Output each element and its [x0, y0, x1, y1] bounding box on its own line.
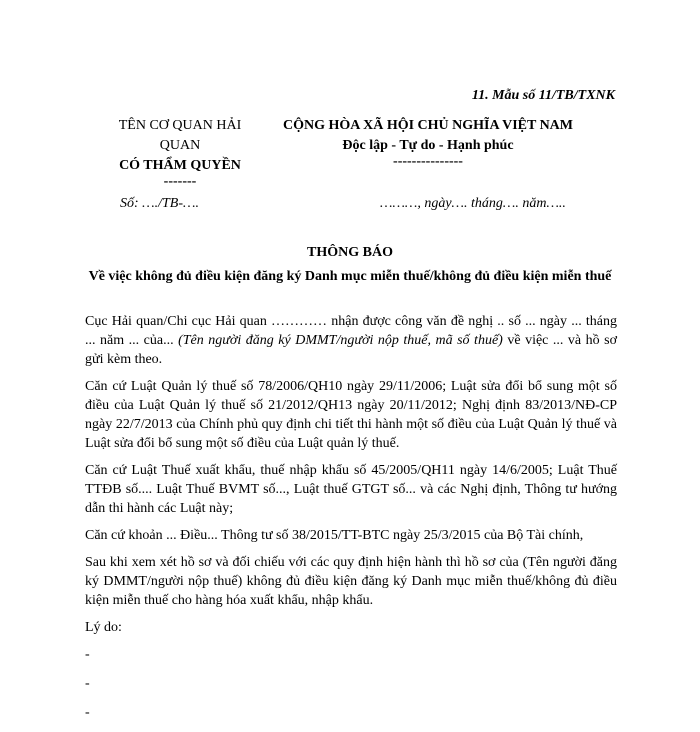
- national-motto: Độc lập - Tự do - Hạnh phúc: [342, 138, 514, 153]
- reason-item: -: [85, 647, 90, 662]
- document-date: ………, ngày…. tháng…. năm…..: [380, 196, 566, 211]
- document-subtitle: Về việc không đủ điều kiện đăng ký Danh mục miễn thuế/không đủ điều kiện miễn thuế: [88, 269, 612, 284]
- paragraph-intro: [85, 312, 617, 369]
- paragraph-conclusion: Sau khi xem xét hồ sơ và đối chiếu với các quy định hiện hành thì hồ sơ của (Tên người đăng ký DMMT/người nộp thuế) không đủ điều kiện đăng ký Danh mục miễn thuế/không đủ điều kiện miễn thuế cho hàng hóa xuất khẩu, nhập khẩu.: [85, 555, 617, 608]
- paragraph-legal-basis-2: Căn cứ Luật Thuế xuất khẩu, thuế nhập khẩu số 45/2005/QH11 ngày 14/6/2005; Luật Thuế TTĐB số.... Luật Thuế BVMT số..., Luật thuế GTGT số... và các Nghị định, Thông tư hướng dẫn thi hành các Luật này;: [85, 463, 617, 516]
- document-title: THÔNG BÁO: [307, 245, 393, 260]
- document-body: [85, 312, 617, 732]
- paragraph-legal-basis-1: Căn cứ Luật Quản lý thuế số 78/2006/QH10 ngày 29/11/2006; Luật sửa đổi bổ sung một số điều của Luật Quản lý thuế số 21/2012/QH13 ngày 20/11/2012; Nghị định 83/2013/NĐ-CP ngày 22/7/2013 của Chính phủ quy định chi tiết thi hành một số điều của Luật Quản lý thuế và Luật sửa đổi bổ sung một số điều của Luật quản lý thuế.: [85, 379, 617, 451]
- agency-authority: CÓ THẨM QUYỀN: [119, 158, 241, 173]
- paragraph-intro-part2: về việc ... và hồ sơ gửi kèm theo.: [85, 333, 617, 367]
- agency-header: [100, 116, 260, 188]
- agency-divider: -------: [163, 174, 197, 189]
- form-code: 11. Mẫu số 11/TB/TXNK: [471, 88, 615, 103]
- reason-item: -: [85, 676, 90, 691]
- paragraph-legal-basis-3: Căn cứ khoản ... Điều... Thông tư số 38/2015/TT-BTC ngày 25/3/2015 của Bộ Tài chính,: [85, 528, 584, 543]
- reason-item: -: [85, 705, 90, 720]
- document-number: Số: …./TB-….: [120, 196, 199, 211]
- reason-label: Lý do:: [85, 620, 122, 635]
- paragraph-intro-italic: (Tên người đăng ký DMMT/người nộp thuế, mã số thuế): [178, 333, 503, 348]
- country-name: CỘNG HÒA XÃ HỘI CHỦ NGHĨA VIỆT NAM: [282, 118, 573, 133]
- paragraph-intro-part1: Cục Hải quan/Chi cục Hải quan ………… nhận được công văn đề nghị .. số ... ngày ... tháng ... năm ... của...: [85, 314, 617, 348]
- agency-name-line2: QUAN: [159, 138, 201, 153]
- agency-name-line1: TÊN CƠ QUAN HẢI: [118, 118, 242, 133]
- motto-divider: ---------------: [393, 154, 463, 169]
- national-header: [268, 116, 588, 168]
